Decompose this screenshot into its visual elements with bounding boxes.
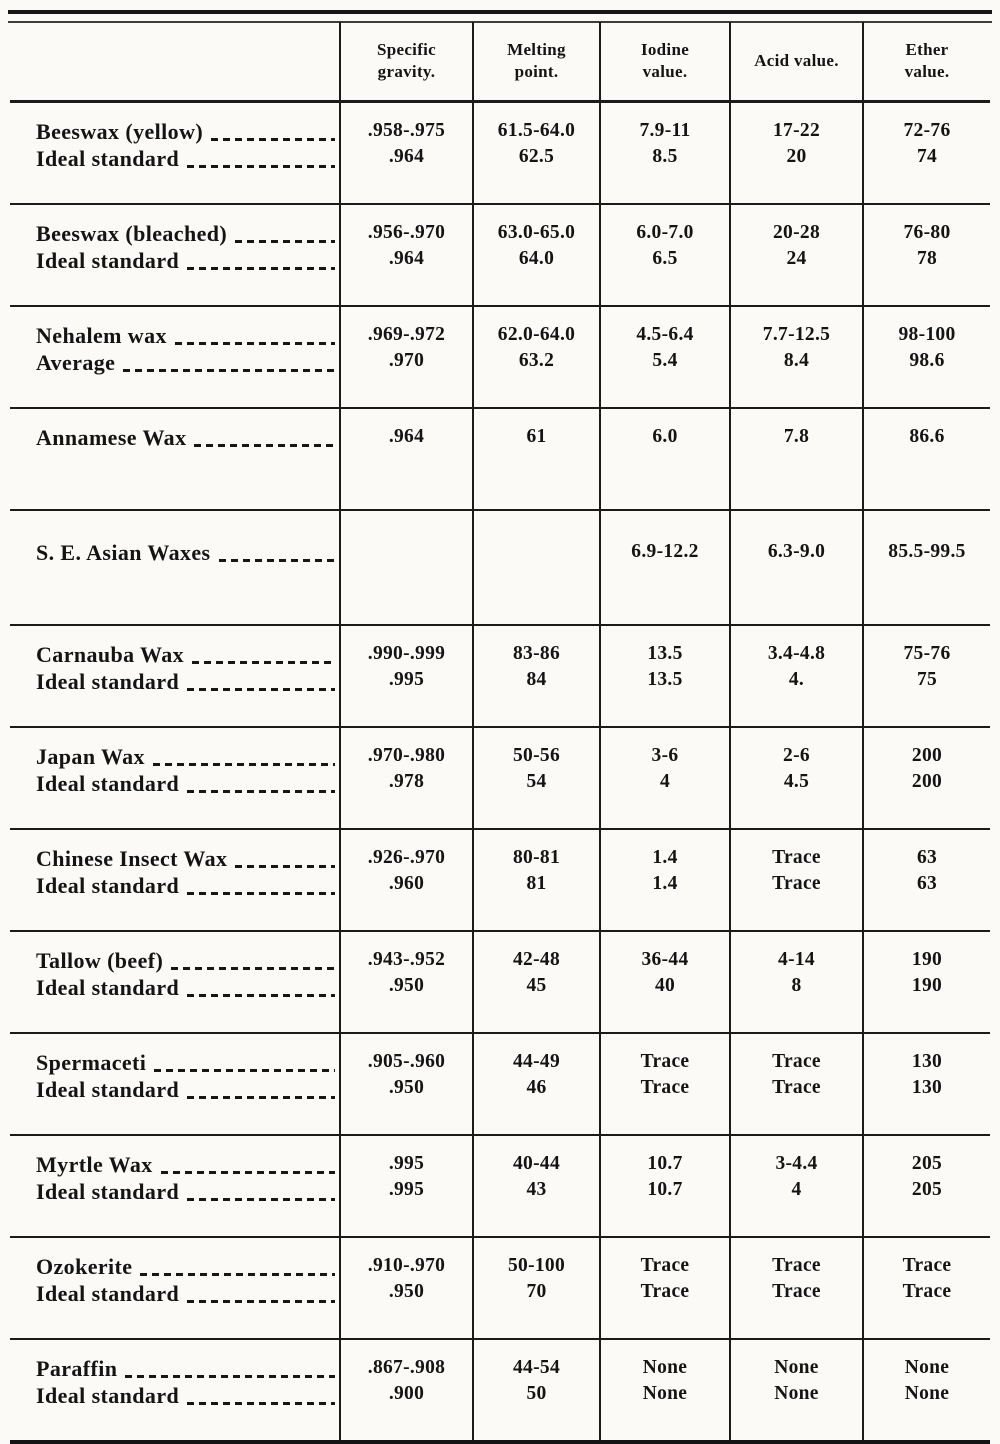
iodine-value-cell (600, 306, 730, 408)
ideal-value: None (904, 1383, 950, 1404)
dash-leader (153, 763, 335, 766)
range-value: 44-49 (513, 1051, 560, 1072)
ideal-value: 10.7 (647, 1179, 683, 1200)
wax-name-cell (10, 306, 340, 408)
range-value: 44-54 (513, 1357, 560, 1378)
range-value: Trace (640, 1051, 690, 1072)
single-value: 6.9-12.2 (631, 541, 699, 562)
ideal-value: 78 (916, 248, 938, 269)
specific-gravity-cell (340, 1237, 473, 1339)
row-beeswax-bleached (10, 204, 990, 306)
range-value: 63.0-65.0 (497, 222, 576, 243)
wax-name-label: Japan Wax (36, 744, 145, 769)
wax-name-label: Beeswax (yellow) (36, 119, 204, 144)
range-value: Trace (772, 1051, 821, 1072)
ideal-value: .900 (388, 1383, 425, 1404)
specific-gravity-cell (340, 727, 473, 829)
ideal-value: 75 (916, 669, 938, 690)
range-value: Trace (902, 1255, 952, 1276)
ideal-value: 8.4 (783, 350, 810, 371)
ether-value-cell (863, 829, 990, 931)
wax-name-label: Myrtle Wax (36, 1152, 153, 1177)
wax-name-label: Annamese Wax (36, 425, 187, 450)
range-value: 80-81 (513, 847, 560, 868)
wax-name-label: Ozokerite (36, 1254, 133, 1279)
melting-point-cell (473, 204, 600, 306)
ideal-value: 20 (786, 146, 807, 167)
specific-gravity-cell (340, 204, 473, 306)
single-value: 7.8 (783, 426, 810, 447)
dash-leader (123, 369, 335, 372)
specific-gravity-cell (340, 510, 473, 625)
ideal-value: 70 (526, 1281, 547, 1302)
ether-value-cell (863, 1135, 990, 1237)
range-value: .970-.980 (367, 745, 446, 766)
melting-point-cell (473, 1237, 600, 1339)
dash-leader (187, 1402, 335, 1405)
dash-leader (235, 865, 335, 868)
ideal-value: 63.2 (518, 350, 555, 371)
ether-value-cell (863, 408, 990, 510)
acid-value-cell (730, 306, 863, 408)
ideal-value: 8 (791, 975, 802, 996)
dash-leader (194, 444, 335, 447)
range-value: 2-6 (783, 745, 810, 766)
ideal-standard-label: Ideal standard (36, 771, 180, 796)
acid-value-cell (730, 102, 863, 205)
melting-point-cell (473, 1339, 600, 1442)
range-value: 17-22 (773, 120, 820, 141)
wax-name-label: Chinese Insect Wax (36, 846, 228, 871)
melting-point-cell (473, 1033, 600, 1135)
ideal-value: 200 (911, 771, 943, 792)
acid-value-cell (730, 625, 863, 727)
wax-name-cell (10, 204, 340, 306)
row-ozokerite (10, 1237, 990, 1339)
wax-name-label: Tallow (beef) (36, 948, 164, 973)
ideal-value: .970 (388, 350, 425, 371)
ideal-value: Trace (902, 1281, 952, 1302)
ideal-value: 50 (526, 1383, 547, 1404)
acid-value-cell (730, 204, 863, 306)
row-tallow-beef (10, 931, 990, 1033)
ideal-value: 54 (526, 771, 547, 792)
range-value: .943-.952 (367, 949, 446, 970)
row-japan-wax (10, 727, 990, 829)
iodine-value-cell (600, 625, 730, 727)
dash-leader (219, 559, 335, 562)
wax-name-cell (10, 625, 340, 727)
ideal-value: 5.4 (652, 350, 678, 371)
ideal-standard-label: Ideal standard (36, 1281, 180, 1306)
wax-name-label: Beeswax (bleached) (36, 221, 228, 246)
acid-value-cell (730, 1033, 863, 1135)
range-value: 40-44 (513, 1153, 560, 1174)
specific-gravity-cell (340, 306, 473, 408)
wax-name-cell (10, 408, 340, 510)
ideal-value: 4. (788, 669, 805, 690)
melting-point-cell (473, 727, 600, 829)
wax-properties-table (10, 22, 990, 1444)
ideal-value: 4 (659, 771, 671, 792)
ether-value-cell (863, 1237, 990, 1339)
wax-name-cell (10, 1033, 340, 1135)
iodine-value-cell (600, 510, 730, 625)
range-value: .969-.972 (367, 324, 446, 345)
range-value: 50-100 (507, 1255, 566, 1276)
single-value: .964 (388, 426, 425, 447)
wax-name-cell (10, 727, 340, 829)
wax-name-cell (10, 510, 340, 625)
dash-leader (161, 1171, 335, 1174)
ether-value-cell (863, 1033, 990, 1135)
ideal-value: 130 (911, 1077, 943, 1098)
row-carnauba-wax (10, 625, 990, 727)
melting-point-cell (473, 1135, 600, 1237)
wax-name-cell (10, 1135, 340, 1237)
specific-gravity-cell (340, 102, 473, 205)
range-value: 20-28 (773, 222, 820, 243)
ideal-value: 45 (526, 975, 547, 996)
range-value: 3-6 (651, 745, 679, 766)
wax-name-cell (10, 102, 340, 205)
ideal-value: 98.6 (909, 350, 945, 371)
ideal-value: .978 (388, 771, 425, 792)
header-row (10, 22, 990, 102)
range-value: 7.7-12.5 (762, 324, 831, 345)
ether-value-cell (863, 727, 990, 829)
specific-gravity-cell (340, 1033, 473, 1135)
dash-leader (187, 1096, 335, 1099)
wax-name-label: Carnauba Wax (36, 642, 185, 667)
ideal-value: .995 (388, 669, 425, 690)
range-value: 6.0-7.0 (636, 222, 694, 243)
ideal-value: .964 (388, 146, 425, 167)
dash-leader (187, 165, 335, 168)
iodine-value-cell (600, 727, 730, 829)
melting-point-cell (473, 102, 600, 205)
range-value: .926-.970 (367, 847, 446, 868)
ideal-value: .995 (388, 1179, 425, 1200)
row-spermaceti (10, 1033, 990, 1135)
single-value: 6.3-9.0 (767, 541, 826, 562)
ideal-value: .950 (388, 975, 425, 996)
header-ether-value: Ether value. (863, 22, 990, 102)
wax-name-label: Nehalem wax (36, 323, 167, 348)
row-paraffin (10, 1339, 990, 1442)
range-value: .958-.975 (367, 120, 446, 141)
range-value: .990-.999 (367, 643, 446, 664)
row-nehalem-wax (10, 306, 990, 408)
iodine-value-cell (600, 102, 730, 205)
dash-leader (171, 967, 335, 970)
ideal-value: 63 (916, 873, 938, 894)
ideal-value: 46 (526, 1077, 547, 1098)
single-value: 61 (526, 426, 547, 447)
ideal-standard-label: Ideal standard (36, 873, 180, 898)
melting-point-cell (473, 625, 600, 727)
range-value: 7.9-11 (639, 120, 691, 141)
melting-point-cell (473, 829, 600, 931)
range-value: 62.0-64.0 (497, 324, 576, 345)
wax-name-cell (10, 931, 340, 1033)
specific-gravity-cell (340, 1135, 473, 1237)
ideal-value: Trace (640, 1281, 690, 1302)
range-value: 4.5-6.4 (636, 324, 694, 345)
wax-name-label: Spermaceti (36, 1050, 147, 1075)
ideal-standard-label: Ideal standard (36, 146, 180, 171)
range-value: None (642, 1357, 688, 1378)
specific-gravity-cell (340, 1339, 473, 1442)
dash-leader (154, 1069, 335, 1072)
ideal-value: 81 (526, 873, 547, 894)
dash-leader (192, 661, 335, 664)
range-value: 4-14 (778, 949, 815, 970)
range-value: Trace (640, 1255, 690, 1276)
ideal-value: .960 (388, 873, 425, 894)
ideal-value: Trace (772, 1077, 821, 1098)
ideal-standard-label: Ideal standard (36, 1383, 180, 1408)
range-value: 76-80 (903, 222, 951, 243)
range-value: 1.4 (652, 847, 678, 868)
dash-leader (187, 892, 335, 895)
ether-value-cell (863, 102, 990, 205)
ideal-value: 64.0 (518, 248, 555, 269)
acid-value-cell (730, 1339, 863, 1442)
range-value: 63 (916, 847, 938, 868)
row-se-asian-waxes (10, 510, 990, 625)
acid-value-cell (730, 1237, 863, 1339)
ideal-value: 62.5 (518, 146, 555, 167)
ether-value-cell (863, 625, 990, 727)
ideal-value: 84 (526, 669, 547, 690)
range-value: 50-56 (513, 745, 560, 766)
ideal-value: 43 (526, 1179, 547, 1200)
wax-name-cell (10, 829, 340, 931)
ether-value-cell (863, 306, 990, 408)
ether-value-cell (863, 1339, 990, 1442)
row-chinese-insect-wax (10, 829, 990, 931)
iodine-value-cell (600, 829, 730, 931)
header-iodine-value: Iodine value. (600, 22, 730, 102)
specific-gravity-cell (340, 408, 473, 510)
acid-value-cell (730, 931, 863, 1033)
range-value: .905-.960 (367, 1051, 446, 1072)
range-value: 36-44 (641, 949, 689, 970)
wax-name-cell (10, 1339, 340, 1442)
acid-value-cell (730, 1135, 863, 1237)
ideal-value: 4 (791, 1179, 802, 1200)
dash-leader (187, 267, 335, 270)
ideal-value: 40 (654, 975, 676, 996)
ideal-standard-label: Ideal standard (36, 1179, 180, 1204)
acid-value-cell (730, 829, 863, 931)
ideal-value: 1.4 (652, 873, 678, 894)
range-value: 75-76 (903, 643, 951, 664)
ideal-value: 6.5 (652, 248, 678, 269)
range-value: 3.4-4.8 (767, 643, 826, 664)
ideal-value: 205 (911, 1179, 943, 1200)
dash-leader (187, 994, 335, 997)
acid-value-cell (730, 727, 863, 829)
range-value: 10.7 (647, 1153, 683, 1174)
ideal-value: 74 (916, 146, 938, 167)
dash-leader (187, 1300, 335, 1303)
ideal-standard-label: Ideal standard (36, 975, 180, 1000)
dash-leader (235, 240, 335, 243)
range-value: 42-48 (513, 949, 560, 970)
single-value: 6.0 (652, 426, 678, 447)
range-value: .910-.970 (367, 1255, 446, 1276)
row-annamese-wax (10, 408, 990, 510)
melting-point-cell (473, 931, 600, 1033)
iodine-value-cell (600, 931, 730, 1033)
ideal-standard-label: Ideal standard (36, 248, 180, 273)
ideal-value: Trace (772, 873, 821, 894)
range-value: 130 (911, 1051, 943, 1072)
iodine-value-cell (600, 1135, 730, 1237)
header-melting-point: Melting point. (473, 22, 600, 102)
ideal-value: 24 (786, 248, 807, 269)
range-value: 190 (911, 949, 943, 970)
iodine-value-cell (600, 408, 730, 510)
range-value: 3-4.4 (775, 1153, 818, 1174)
iodine-value-cell (600, 1237, 730, 1339)
range-value: None (774, 1357, 819, 1378)
wax-name-label: Paraffin (36, 1356, 118, 1381)
range-value: 98-100 (898, 324, 956, 345)
range-value: 200 (911, 745, 943, 766)
ideal-value: Trace (772, 1281, 821, 1302)
dash-leader (125, 1375, 335, 1378)
range-value: Trace (772, 1255, 821, 1276)
header-specific-gravity: Specific gravity. (340, 22, 473, 102)
range-value: .995 (388, 1153, 425, 1174)
ideal-standard-label: Ideal standard (36, 669, 180, 694)
average-label: Average (36, 350, 116, 375)
header-acid-value: Acid value. (730, 22, 863, 102)
single-value: 85.5-99.5 (888, 541, 966, 562)
dash-leader (175, 342, 335, 345)
dash-leader (211, 138, 335, 141)
iodine-value-cell (600, 1339, 730, 1442)
ether-value-cell (863, 931, 990, 1033)
single-value: 86.6 (909, 426, 945, 447)
dash-leader (187, 688, 335, 691)
ideal-value: .950 (388, 1077, 425, 1098)
ether-value-cell (863, 510, 990, 625)
ideal-value: .950 (388, 1281, 425, 1302)
range-value: 205 (911, 1153, 943, 1174)
dash-leader (187, 790, 335, 793)
ideal-value: None (774, 1383, 819, 1404)
dash-leader (187, 1198, 335, 1201)
ideal-value: None (642, 1383, 688, 1404)
range-value: 72-76 (903, 120, 951, 141)
iodine-value-cell (600, 1033, 730, 1135)
ideal-value: .964 (388, 248, 425, 269)
acid-value-cell (730, 510, 863, 625)
range-value: .956-.970 (367, 222, 446, 243)
specific-gravity-cell (340, 931, 473, 1033)
header-blank-cell (10, 22, 340, 102)
specific-gravity-cell (340, 625, 473, 727)
ideal-value: 8.5 (652, 146, 678, 167)
ideal-value: 190 (911, 975, 943, 996)
range-value: Trace (772, 847, 821, 868)
ideal-standard-label: Ideal standard (36, 1077, 180, 1102)
range-value: 61.5-64.0 (497, 120, 576, 141)
iodine-value-cell (600, 204, 730, 306)
ideal-value: 13.5 (647, 669, 683, 690)
range-value: None (904, 1357, 950, 1378)
melting-point-cell (473, 408, 600, 510)
range-value: 83-86 (513, 643, 560, 664)
ideal-value: 4.5 (783, 771, 810, 792)
melting-point-cell (473, 510, 600, 625)
row-beeswax-yellow (10, 102, 990, 205)
range-value: 13.5 (647, 643, 683, 664)
ether-value-cell (863, 204, 990, 306)
specific-gravity-cell (340, 829, 473, 931)
wax-name-label: S. E. Asian Waxes (36, 540, 211, 565)
wax-name-cell (10, 1237, 340, 1339)
ideal-value: Trace (640, 1077, 690, 1098)
range-value: .867-.908 (367, 1357, 446, 1378)
row-myrtle-wax (10, 1135, 990, 1237)
acid-value-cell (730, 408, 863, 510)
dash-leader (140, 1273, 335, 1276)
melting-point-cell (473, 306, 600, 408)
